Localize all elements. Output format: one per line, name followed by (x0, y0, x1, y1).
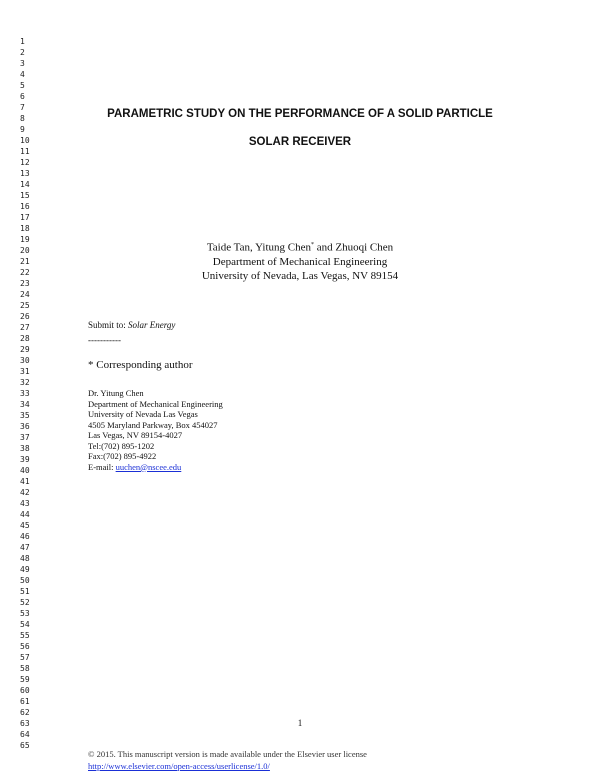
paper-title-line-2: SOLAR RECEIVER (248, 136, 352, 148)
line-number: 20 (20, 246, 30, 255)
line-number: 39 (20, 455, 30, 464)
page-number: 1 (297, 718, 303, 728)
corresponding-author-heading: * Corresponding author (88, 359, 193, 371)
line-number: 49 (20, 565, 30, 574)
line-number: 42 (20, 488, 30, 497)
line-number: 43 (20, 499, 30, 508)
line-number: 3 (20, 59, 25, 68)
contact-university: University of Nevada Las Vegas (88, 409, 198, 419)
line-number: 61 (20, 697, 30, 706)
line-number: 5 (20, 81, 25, 90)
contact-name: Dr. Yitung Chen (88, 388, 144, 398)
line-number: 36 (20, 422, 30, 431)
contact-fax: Fax:(702) 895-4922 (88, 451, 157, 461)
line-number: 8 (20, 114, 25, 123)
line-number: 64 (20, 730, 30, 739)
line-number: 9 (20, 125, 25, 134)
contact-tel: Tel:(702) 895-1202 (88, 440, 155, 451)
author-names (0, 238, 600, 255)
license-text: © 2015. This manuscript version is made available under the Elsevier user license (88, 749, 367, 759)
license-url-link[interactable]: http://www.elsevier.com/open-access/userlicense/1.0/ (88, 761, 270, 771)
contact-block (88, 388, 223, 472)
journal-name: Solar Energy (128, 320, 176, 330)
line-number: 14 (20, 180, 30, 189)
author-university: University of Nevada, Las Vegas, NV 89154 (201, 269, 399, 282)
email-link[interactable]: uuchen@nscee.edu (115, 461, 182, 472)
contact-city: Las Vegas, NV 89154-4027 (88, 430, 183, 440)
line-number: 28 (20, 334, 30, 343)
line-number: 63 (20, 719, 30, 728)
line-number: 13 (20, 169, 30, 178)
line-number: 10 (20, 136, 30, 145)
license-footer (88, 748, 367, 772)
line-number: 22 (20, 268, 30, 277)
line-number: 55 (20, 631, 30, 640)
line-number: 38 (20, 444, 30, 453)
line-number: 35 (20, 411, 30, 420)
line-number: 58 (20, 664, 30, 673)
submission-line (88, 320, 175, 330)
line-number: 34 (20, 400, 30, 409)
line-number: 1 (20, 37, 25, 46)
line-number: 23 (20, 279, 30, 288)
author-block (0, 238, 600, 283)
line-number: 65 (20, 741, 30, 750)
line-number: 2 (20, 48, 25, 57)
line-number: 32 (20, 378, 30, 387)
line-number: 48 (20, 554, 30, 563)
line-number: 15 (20, 191, 30, 200)
line-number: 30 (20, 356, 30, 365)
line-number: 33 (20, 389, 30, 398)
email-label: E-mail: (88, 461, 116, 472)
line-number: 26 (20, 312, 30, 321)
line-number: 4 (20, 70, 25, 79)
line-number: 16 (20, 202, 30, 211)
line-number: 52 (20, 598, 30, 607)
line-number: 62 (20, 708, 30, 717)
line-number: 12 (20, 158, 30, 167)
line-number: 17 (20, 213, 30, 222)
line-number: 11 (20, 147, 30, 156)
line-number: 57 (20, 653, 30, 662)
line-number: 59 (20, 675, 30, 684)
line-number: 40 (20, 466, 30, 475)
contact-address: 4505 Maryland Parkway, Box 454027 (88, 419, 218, 430)
line-number: 29 (20, 345, 30, 354)
line-number: 41 (20, 477, 30, 486)
separator-dashes: ----------- (88, 335, 121, 345)
line-number: 31 (20, 367, 30, 376)
line-number: 24 (20, 290, 30, 299)
line-number: 46 (20, 532, 30, 541)
contact-department: Department of Mechanical Engineering (88, 398, 223, 409)
line-number: 18 (20, 224, 30, 233)
line-number: 6 (20, 92, 25, 101)
line-number: 7 (20, 103, 25, 112)
line-number: 47 (20, 543, 30, 552)
contact-email-line (88, 462, 223, 473)
line-number: 51 (20, 587, 30, 596)
line-number: 45 (20, 521, 30, 530)
line-number: 54 (20, 620, 30, 629)
line-number: 37 (20, 433, 30, 442)
line-number: 60 (20, 686, 30, 695)
author-names-rest: and Zhuoqi Chen (314, 241, 394, 254)
author-names-first: Taide Tan, Yitung Chen (206, 241, 312, 254)
line-number: 56 (20, 642, 30, 651)
corresponding-marker: * (311, 242, 315, 248)
line-number: 27 (20, 323, 30, 332)
line-number: 25 (20, 301, 30, 310)
line-number: 21 (20, 257, 30, 266)
paper-title-line-1: PARAMETRIC STUDY ON THE PERFORMANCE OF A SOLID PARTICLE (107, 108, 493, 120)
author-department: Department of Mechanical Engineering (212, 255, 388, 268)
submission-label: Submit to: (88, 320, 129, 330)
line-number: 19 (20, 235, 30, 244)
line-number: 53 (20, 609, 30, 618)
line-number: 50 (20, 576, 30, 585)
line-number: 44 (20, 510, 30, 519)
